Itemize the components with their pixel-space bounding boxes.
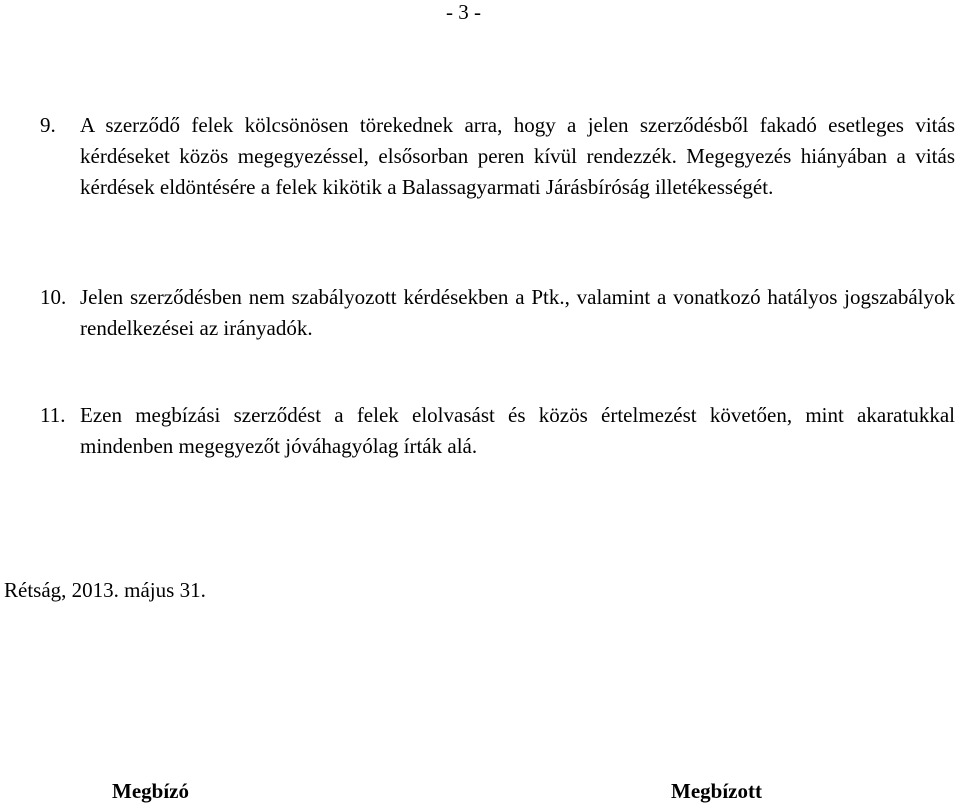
paragraph-number: 9. [40,113,56,137]
page-number: - 3 - [446,0,481,24]
paragraph-text: A szerződő felek kölcsönösen törekednek arra, hogy a jelen szerződésből fakadó esetleges vitás kérdéseket közös megegyezéssel, elsősorban peren kívül rendezzék. Megegyezés hiányában a vitás kérdések eldöntésére a felek kikötik a Balassagyarmati Járásbíróság illetékességét. [80,113,955,199]
paragraph-text: Jelen szerződésben nem szabályozott kérdésekben a Ptk., valamint a vonatkozó hatályos jogszabályok rendelkezései az irányadók. [80,285,955,340]
paragraph-9 [40,110,955,203]
paragraph-text: Ezen megbízási szerződést a felek elolvasást és közös értelmezést követően, mint akaratukkal mindenben megegyezőt jóváhagyólag írták alá. [80,403,955,458]
paragraph-10 [40,282,955,344]
signature-label-contractor: Megbízott [671,779,762,803]
paragraph-11 [40,400,955,462]
place-date: Rétság, 2013. május 31. [4,578,206,602]
paragraph-number: 10. [40,285,67,309]
paragraph-number: 11. [40,403,66,427]
signature-label-client: Megbízó [112,779,189,803]
